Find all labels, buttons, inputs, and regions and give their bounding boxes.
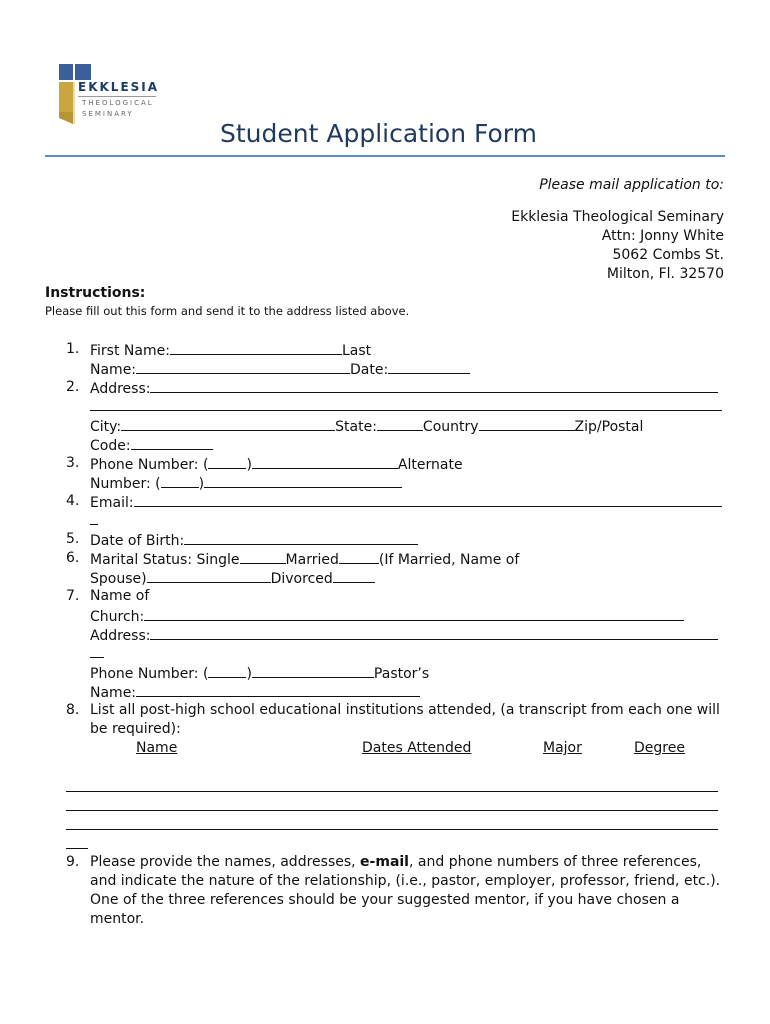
church-label: Church: xyxy=(90,609,145,625)
church-address-tail xyxy=(90,657,104,658)
first-name-field[interactable] xyxy=(170,340,342,355)
instructions-heading: Instructions: xyxy=(45,285,146,301)
church-address-field[interactable] xyxy=(150,625,718,640)
code-row xyxy=(90,435,213,456)
church-address-row xyxy=(90,625,718,646)
phone-label: Phone Number: ( xyxy=(90,457,209,473)
page-title: Student Application Form xyxy=(220,119,537,148)
code-label: Code: xyxy=(90,438,131,454)
email-label: Email: xyxy=(90,495,134,511)
pastor-name-field[interactable] xyxy=(136,682,420,697)
item-number: 2. xyxy=(66,379,80,395)
email-field-tail xyxy=(90,524,98,525)
date-field[interactable] xyxy=(388,359,470,374)
alt-phone-row xyxy=(90,473,402,494)
instructions-text: Please fill out this form and send it to the address listed above. xyxy=(45,304,410,318)
phone-field[interactable] xyxy=(252,454,398,469)
city-field[interactable] xyxy=(121,416,335,431)
column-name: Name xyxy=(136,740,178,756)
state-field[interactable] xyxy=(377,416,423,431)
item-number: 3. xyxy=(66,455,80,471)
state-label: State: xyxy=(335,419,377,435)
references-email-bold: e-mail xyxy=(360,854,409,870)
item-number: 7. xyxy=(66,588,80,604)
alt-paren: ) xyxy=(198,476,205,492)
last-name-label: Last xyxy=(341,343,372,359)
column-major: Major xyxy=(543,740,582,756)
email-field[interactable] xyxy=(134,492,722,507)
email-row xyxy=(90,492,722,513)
logo-subtitle-1: THEOLOGICAL xyxy=(82,99,154,107)
last-name-row xyxy=(90,359,470,380)
address-label: Address: xyxy=(90,381,151,397)
zip-field[interactable] xyxy=(131,435,213,450)
mail-line-3: 5062 Combs St. xyxy=(612,247,724,263)
item-number: 8. xyxy=(66,702,80,718)
dob-field[interactable] xyxy=(184,530,418,545)
church-phone-label: Phone Number: ( xyxy=(90,666,209,682)
marital-row xyxy=(90,549,519,570)
divorced-field[interactable] xyxy=(333,568,375,583)
school-field-1[interactable] xyxy=(66,791,718,792)
church-paren: ) xyxy=(246,666,252,682)
spouse-field[interactable] xyxy=(147,568,271,583)
logo-name: EKKLESIA xyxy=(78,80,160,94)
phone-paren: ) xyxy=(246,457,252,473)
last-name-field[interactable] xyxy=(136,359,350,374)
church-phone-field[interactable] xyxy=(252,663,374,678)
zip-label: Zip/Postal xyxy=(574,419,644,435)
mail-line-2: Attn: Jonny White xyxy=(601,228,724,244)
title-rule xyxy=(45,155,725,157)
address-row xyxy=(90,378,718,399)
logo-subtitle-2: SEMINARY xyxy=(82,110,134,118)
column-dates: Dates Attended xyxy=(362,740,472,756)
address-field[interactable] xyxy=(150,378,718,393)
schools-line-1: List all post-high school educational institutions attended, (a transcript from each one will xyxy=(90,702,720,718)
spouse-label: Spouse) xyxy=(90,571,147,587)
divorced-label: Divorced xyxy=(270,571,333,587)
school-field-2[interactable] xyxy=(66,810,718,811)
school-field-3[interactable] xyxy=(66,829,718,830)
dob-label: Date of Birth: xyxy=(90,533,185,549)
last-name-label-2: Name: xyxy=(90,362,137,378)
references-line-4: mentor. xyxy=(90,911,145,927)
column-degree: Degree xyxy=(634,740,685,756)
name-of-row: Name of xyxy=(90,588,150,604)
address-field-2[interactable] xyxy=(90,410,722,411)
school-field-tail xyxy=(66,848,88,849)
logo-divider xyxy=(78,96,156,97)
country-label: Country xyxy=(422,419,479,435)
references-text-a: Please provide the names, addresses, xyxy=(90,854,361,870)
church-address-label: Address: xyxy=(90,628,151,644)
item-number: 6. xyxy=(66,550,80,566)
if-married-label: (If Married, Name of xyxy=(378,552,520,568)
dob-row xyxy=(90,530,418,551)
church-area-field[interactable] xyxy=(208,663,246,678)
item-number: 5. xyxy=(66,531,80,547)
item-number: 1. xyxy=(66,341,80,357)
marital-label: Marital Status: Single xyxy=(90,552,240,568)
church-field[interactable] xyxy=(144,606,684,621)
alt-phone-field[interactable] xyxy=(204,473,402,488)
first-name-row xyxy=(90,340,371,361)
pastor-name-label: Name: xyxy=(90,685,137,701)
alternate-label: Alternate xyxy=(397,457,463,473)
spouse-row xyxy=(90,568,375,589)
references-line-3: One of the three references should be your suggested mentor, if you have chosen a xyxy=(90,892,680,908)
item-number: 9. xyxy=(66,854,80,870)
references-line-1 xyxy=(90,853,701,872)
date-label: Date: xyxy=(350,362,389,378)
church-phone-row xyxy=(90,663,429,684)
country-field[interactable] xyxy=(479,416,575,431)
alt-number-label: Number: ( xyxy=(90,476,161,492)
city-label: City: xyxy=(90,419,122,435)
schools-line-2: be required): xyxy=(90,721,181,737)
single-field[interactable] xyxy=(240,549,286,564)
item-number: 4. xyxy=(66,493,80,509)
married-field[interactable] xyxy=(339,549,379,564)
pastors-label: Pastor’s xyxy=(373,666,430,682)
mail-heading: Please mail application to: xyxy=(539,177,724,193)
alt-area-field[interactable] xyxy=(161,473,199,488)
references-text-b: , and phone numbers of three references, xyxy=(409,854,702,870)
first-name-label: First Name: xyxy=(90,343,170,359)
married-label: Married xyxy=(285,552,339,568)
logo xyxy=(56,62,166,126)
phone-row xyxy=(90,454,463,475)
phone-area-field[interactable] xyxy=(208,454,246,469)
references-line-2: and indicate the nature of the relationship, (i.e., pastor, employer, professor, friend, etc.). xyxy=(90,873,721,889)
city-row xyxy=(90,416,643,437)
pastor-name-row xyxy=(90,682,420,703)
mail-line-1: Ekklesia Theological Seminary xyxy=(511,209,724,225)
mail-line-4: Milton, Fl. 32570 xyxy=(606,266,724,282)
church-row xyxy=(90,606,684,627)
address-field-2-tail xyxy=(90,410,102,411)
